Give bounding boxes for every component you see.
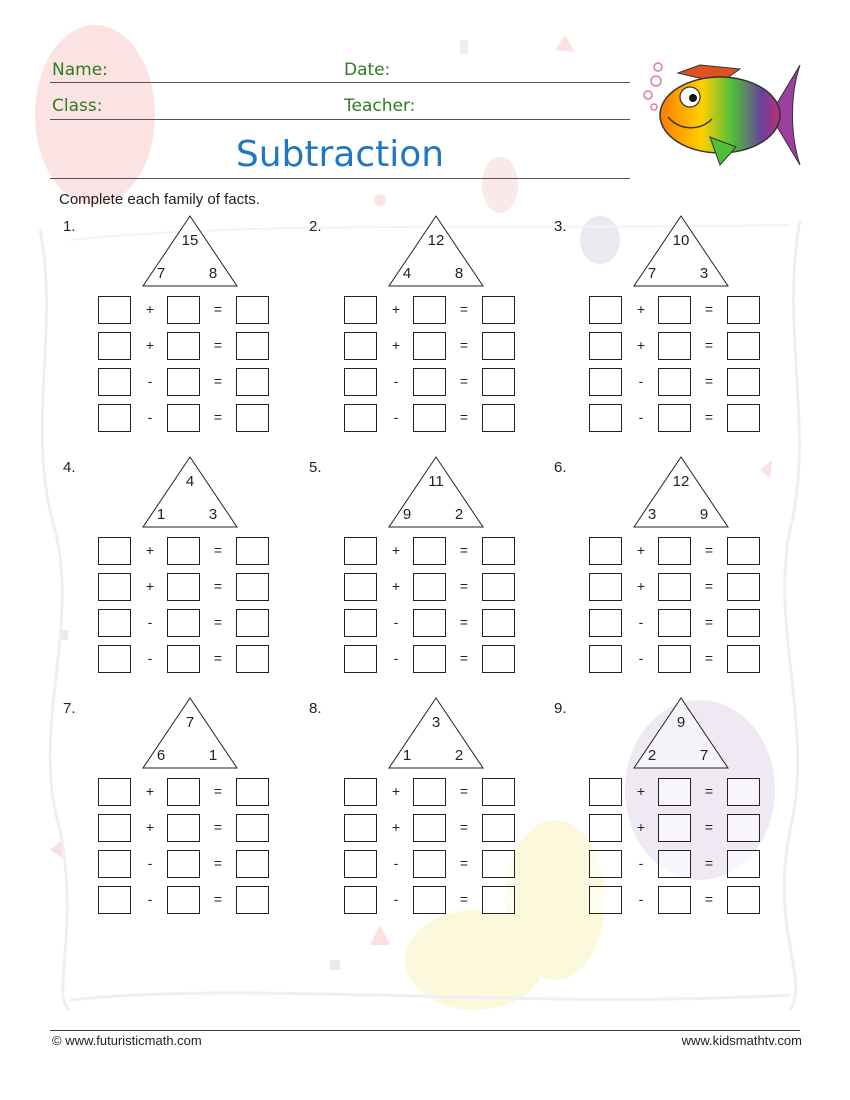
- answer-box[interactable]: [413, 886, 446, 914]
- answer-box[interactable]: [482, 850, 515, 878]
- equals-sign: =: [704, 409, 714, 425]
- equation-row: [101, 573, 281, 603]
- answer-box[interactable]: [344, 645, 377, 673]
- answer-box[interactable]: [589, 778, 622, 806]
- answer-box[interactable]: [98, 778, 131, 806]
- minus-sign: -: [147, 855, 153, 871]
- answer-box[interactable]: [236, 645, 269, 673]
- triangle-right-number: 3: [208, 506, 218, 523]
- problem-number: 1.: [63, 218, 76, 235]
- fact-family-problem: [554, 700, 784, 930]
- minus-sign: -: [393, 373, 399, 389]
- triangle-left-number: 1: [156, 506, 166, 523]
- date-label: Date:: [344, 60, 391, 80]
- fact-family-problem: [554, 218, 784, 448]
- answer-box[interactable]: [658, 778, 691, 806]
- equation-row: [592, 645, 772, 675]
- answer-box[interactable]: [482, 404, 515, 432]
- answer-box[interactable]: [344, 537, 377, 565]
- answer-box[interactable]: [167, 368, 200, 396]
- answer-box[interactable]: [658, 404, 691, 432]
- fact-family-problem: [309, 459, 539, 689]
- answer-box[interactable]: [727, 609, 760, 637]
- answer-box[interactable]: [167, 814, 200, 842]
- answer-box[interactable]: [658, 332, 691, 360]
- plus-sign: +: [391, 542, 401, 558]
- plus-sign: +: [145, 578, 155, 594]
- answer-box[interactable]: [589, 404, 622, 432]
- triangle-top-number: 12: [672, 473, 690, 490]
- answer-box[interactable]: [413, 645, 446, 673]
- problem-number: 2.: [309, 218, 322, 235]
- equation-row: [347, 850, 527, 880]
- answer-box[interactable]: [98, 814, 131, 842]
- answer-box[interactable]: [727, 886, 760, 914]
- plus-sign: +: [145, 783, 155, 799]
- answer-box[interactable]: [413, 296, 446, 324]
- plus-sign: +: [145, 301, 155, 317]
- triangle-left-number: 2: [647, 747, 657, 764]
- equals-sign: =: [459, 650, 469, 666]
- answer-box[interactable]: [658, 886, 691, 914]
- answer-box[interactable]: [589, 573, 622, 601]
- answer-box[interactable]: [482, 778, 515, 806]
- equation-row: [347, 573, 527, 603]
- answer-box[interactable]: [344, 778, 377, 806]
- triangle-top-number: 12: [427, 232, 445, 249]
- equation-row: [592, 404, 772, 434]
- minus-sign: -: [393, 614, 399, 630]
- answer-box[interactable]: [658, 814, 691, 842]
- problem-number: 6.: [554, 459, 567, 476]
- triangle-top-number: 3: [431, 714, 441, 731]
- equation-row: [347, 814, 527, 844]
- problem-number: 9.: [554, 700, 567, 717]
- answer-box[interactable]: [589, 886, 622, 914]
- equals-sign: =: [459, 855, 469, 871]
- triangle-right-number: 7: [699, 747, 709, 764]
- fact-family-problem: [309, 700, 539, 930]
- answer-box[interactable]: [344, 296, 377, 324]
- triangle-left-number: 3: [647, 506, 657, 523]
- equation-row: [101, 814, 281, 844]
- minus-sign: -: [638, 650, 644, 666]
- equation-row: [592, 778, 772, 808]
- answer-box[interactable]: [344, 404, 377, 432]
- triangle-left-number: 6: [156, 747, 166, 764]
- minus-sign: -: [147, 891, 153, 907]
- equation-row: [592, 609, 772, 639]
- answer-box[interactable]: [658, 537, 691, 565]
- triangle-top-number: 11: [428, 473, 444, 490]
- plus-sign: +: [636, 337, 646, 353]
- equals-sign: =: [213, 409, 223, 425]
- answer-box[interactable]: [658, 645, 691, 673]
- answer-box[interactable]: [727, 537, 760, 565]
- equation-row: [101, 537, 281, 567]
- answer-box[interactable]: [98, 296, 131, 324]
- answer-box[interactable]: [727, 296, 760, 324]
- equation-row: [592, 537, 772, 567]
- equals-sign: =: [213, 819, 223, 835]
- answer-box[interactable]: [236, 404, 269, 432]
- answer-box[interactable]: [344, 814, 377, 842]
- equation-row: [347, 778, 527, 808]
- answer-box[interactable]: [658, 609, 691, 637]
- equation-row: [347, 645, 527, 675]
- equation-row: [592, 332, 772, 362]
- equation-row: [101, 778, 281, 808]
- answer-box[interactable]: [167, 296, 200, 324]
- plus-sign: +: [391, 819, 401, 835]
- answer-box[interactable]: [589, 814, 622, 842]
- answer-box[interactable]: [167, 573, 200, 601]
- equals-sign: =: [213, 650, 223, 666]
- answer-box[interactable]: [658, 296, 691, 324]
- answer-box[interactable]: [98, 609, 131, 637]
- minus-sign: -: [638, 855, 644, 871]
- triangle-top-number: 15: [181, 232, 199, 249]
- equals-sign: =: [704, 650, 714, 666]
- minus-sign: -: [147, 650, 153, 666]
- plus-sign: +: [391, 337, 401, 353]
- triangle-left-number: 7: [156, 265, 166, 282]
- answer-box[interactable]: [413, 332, 446, 360]
- equals-sign: =: [213, 891, 223, 907]
- triangle-right-number: 8: [454, 265, 464, 282]
- fact-family-problem: [554, 459, 784, 689]
- answer-box[interactable]: [236, 886, 269, 914]
- equation-row: [101, 645, 281, 675]
- equation-row: [347, 296, 527, 326]
- equals-sign: =: [213, 614, 223, 630]
- answer-box[interactable]: [482, 609, 515, 637]
- equals-sign: =: [459, 542, 469, 558]
- answer-box[interactable]: [344, 850, 377, 878]
- plus-sign: +: [391, 783, 401, 799]
- answer-box[interactable]: [413, 404, 446, 432]
- equation-row: [101, 609, 281, 639]
- answer-box[interactable]: [658, 850, 691, 878]
- answer-box[interactable]: [344, 573, 377, 601]
- answer-box[interactable]: [589, 537, 622, 565]
- equation-row: [592, 886, 772, 916]
- triangle-top-number: 4: [185, 473, 195, 490]
- plus-sign: +: [145, 337, 155, 353]
- equals-sign: =: [704, 301, 714, 317]
- equals-sign: =: [459, 614, 469, 630]
- equals-sign: =: [704, 542, 714, 558]
- answer-box[interactable]: [727, 332, 760, 360]
- answer-box[interactable]: [98, 573, 131, 601]
- equation-row: [101, 404, 281, 434]
- answer-box[interactable]: [482, 814, 515, 842]
- equals-sign: =: [213, 337, 223, 353]
- answer-box[interactable]: [167, 609, 200, 637]
- equals-sign: =: [459, 409, 469, 425]
- answer-box[interactable]: [413, 537, 446, 565]
- answer-box[interactable]: [236, 814, 269, 842]
- equation-row: [347, 368, 527, 398]
- triangle-right-number: 2: [454, 506, 464, 523]
- triangle-left-number: 1: [402, 747, 412, 764]
- equation-row: [101, 368, 281, 398]
- problem-number: 3.: [554, 218, 567, 235]
- equation-row: [347, 609, 527, 639]
- equation-row: [592, 573, 772, 603]
- minus-sign: -: [393, 650, 399, 666]
- answer-box[interactable]: [167, 645, 200, 673]
- equals-sign: =: [459, 301, 469, 317]
- triangle-right-number: 1: [208, 747, 218, 764]
- name-label: Name:: [52, 60, 108, 80]
- answer-box[interactable]: [236, 609, 269, 637]
- equals-sign: =: [704, 819, 714, 835]
- plus-sign: +: [391, 301, 401, 317]
- minus-sign: -: [147, 409, 153, 425]
- triangle-top-number: 10: [672, 232, 690, 249]
- answer-box[interactable]: [482, 645, 515, 673]
- minus-sign: -: [638, 891, 644, 907]
- answer-box[interactable]: [167, 404, 200, 432]
- minus-sign: -: [393, 855, 399, 871]
- equals-sign: =: [704, 855, 714, 871]
- teacher-label: Teacher:: [344, 96, 416, 116]
- equals-sign: =: [213, 542, 223, 558]
- answer-box[interactable]: [589, 645, 622, 673]
- equals-sign: =: [459, 783, 469, 799]
- answer-box[interactable]: [589, 609, 622, 637]
- equals-sign: =: [459, 578, 469, 594]
- equation-row: [592, 814, 772, 844]
- answer-box[interactable]: [482, 332, 515, 360]
- equation-row: [101, 296, 281, 326]
- triangle-right-number: 3: [699, 265, 709, 282]
- equation-row: [592, 850, 772, 880]
- answer-box[interactable]: [413, 573, 446, 601]
- fact-family-problem: [63, 459, 293, 689]
- answer-box[interactable]: [98, 404, 131, 432]
- plus-sign: +: [636, 783, 646, 799]
- answer-box[interactable]: [236, 573, 269, 601]
- footer-right-link[interactable]: www.kidsmathtv.com: [681, 1033, 802, 1048]
- problem-number: 4.: [63, 459, 76, 476]
- minus-sign: -: [638, 373, 644, 389]
- triangle-right-number: 2: [454, 747, 464, 764]
- answer-box[interactable]: [98, 645, 131, 673]
- equation-row: [101, 886, 281, 916]
- answer-box[interactable]: [413, 850, 446, 878]
- equals-sign: =: [213, 578, 223, 594]
- problem-number: 5.: [309, 459, 322, 476]
- answer-box[interactable]: [344, 886, 377, 914]
- minus-sign: -: [147, 373, 153, 389]
- answer-box[interactable]: [482, 368, 515, 396]
- equals-sign: =: [704, 614, 714, 630]
- triangle-left-number: 7: [647, 265, 657, 282]
- equation-row: [347, 537, 527, 567]
- answer-box[interactable]: [167, 778, 200, 806]
- answer-box[interactable]: [344, 368, 377, 396]
- triangle-right-number: 8: [208, 265, 218, 282]
- equals-sign: =: [704, 337, 714, 353]
- answer-box[interactable]: [727, 404, 760, 432]
- equation-row: [347, 332, 527, 362]
- answer-box[interactable]: [167, 850, 200, 878]
- equation-row: [347, 404, 527, 434]
- answer-box[interactable]: [413, 814, 446, 842]
- equals-sign: =: [459, 819, 469, 835]
- answer-box[interactable]: [236, 778, 269, 806]
- equals-sign: =: [213, 301, 223, 317]
- answer-box[interactable]: [727, 645, 760, 673]
- plus-sign: +: [145, 542, 155, 558]
- answer-box[interactable]: [482, 537, 515, 565]
- answer-box[interactable]: [98, 850, 131, 878]
- minus-sign: -: [147, 614, 153, 630]
- class-label: Class:: [52, 96, 103, 116]
- equals-sign: =: [213, 855, 223, 871]
- answer-box[interactable]: [98, 332, 131, 360]
- triangle-left-number: 9: [402, 506, 412, 523]
- answer-box[interactable]: [413, 778, 446, 806]
- answer-box[interactable]: [344, 609, 377, 637]
- answer-box[interactable]: [727, 368, 760, 396]
- minus-sign: -: [638, 614, 644, 630]
- answer-box[interactable]: [482, 573, 515, 601]
- equals-sign: =: [704, 578, 714, 594]
- equation-row: [347, 886, 527, 916]
- answer-box[interactable]: [413, 368, 446, 396]
- answer-box[interactable]: [98, 886, 131, 914]
- answer-box[interactable]: [167, 332, 200, 360]
- answer-box[interactable]: [727, 850, 760, 878]
- minus-sign: -: [393, 891, 399, 907]
- plus-sign: +: [391, 578, 401, 594]
- answer-box[interactable]: [727, 573, 760, 601]
- answer-box[interactable]: [236, 537, 269, 565]
- answer-box[interactable]: [413, 609, 446, 637]
- answer-box[interactable]: [589, 850, 622, 878]
- equation-row: [592, 368, 772, 398]
- equals-sign: =: [704, 783, 714, 799]
- answer-box[interactable]: [589, 332, 622, 360]
- equation-row: [592, 296, 772, 326]
- fact-family-problem: [63, 700, 293, 930]
- answer-box[interactable]: [98, 537, 131, 565]
- answer-box[interactable]: [658, 573, 691, 601]
- triangle-right-number: 9: [699, 506, 709, 523]
- plus-sign: +: [636, 819, 646, 835]
- answer-box[interactable]: [236, 332, 269, 360]
- footer-divider: [50, 1030, 800, 1031]
- answer-box[interactable]: [589, 296, 622, 324]
- answer-box[interactable]: [589, 368, 622, 396]
- equals-sign: =: [213, 373, 223, 389]
- problem-number: 7.: [63, 700, 76, 717]
- fact-family-problem: [63, 218, 293, 448]
- answer-box[interactable]: [167, 537, 200, 565]
- answer-box[interactable]: [236, 368, 269, 396]
- triangle-top-number: 9: [676, 714, 686, 731]
- equals-sign: =: [704, 891, 714, 907]
- triangle-top-number: 7: [185, 714, 195, 731]
- answer-box[interactable]: [167, 886, 200, 914]
- answer-box[interactable]: [482, 886, 515, 914]
- answer-box[interactable]: [727, 778, 760, 806]
- answer-box[interactable]: [236, 296, 269, 324]
- minus-sign: -: [638, 409, 644, 425]
- equals-sign: =: [213, 783, 223, 799]
- plus-sign: +: [636, 542, 646, 558]
- equals-sign: =: [459, 337, 469, 353]
- answer-box[interactable]: [236, 850, 269, 878]
- answer-box[interactable]: [658, 368, 691, 396]
- footer-left-link[interactable]: © www.futuristicmath.com: [52, 1033, 202, 1048]
- equals-sign: =: [459, 891, 469, 907]
- plus-sign: +: [636, 301, 646, 317]
- equation-row: [101, 332, 281, 362]
- plus-sign: +: [636, 578, 646, 594]
- plus-sign: +: [145, 819, 155, 835]
- triangle-left-number: 4: [402, 265, 412, 282]
- fact-family-problem: [309, 218, 539, 448]
- minus-sign: -: [393, 409, 399, 425]
- problem-number: 8.: [309, 700, 322, 717]
- equals-sign: =: [704, 373, 714, 389]
- answer-box[interactable]: [98, 368, 131, 396]
- equation-row: [101, 850, 281, 880]
- answer-box[interactable]: [482, 296, 515, 324]
- page-title: Subtraction: [235, 134, 445, 175]
- answer-box[interactable]: [344, 332, 377, 360]
- instructions: Complete each family of facts.: [59, 191, 260, 208]
- equals-sign: =: [459, 373, 469, 389]
- answer-box[interactable]: [727, 814, 760, 842]
